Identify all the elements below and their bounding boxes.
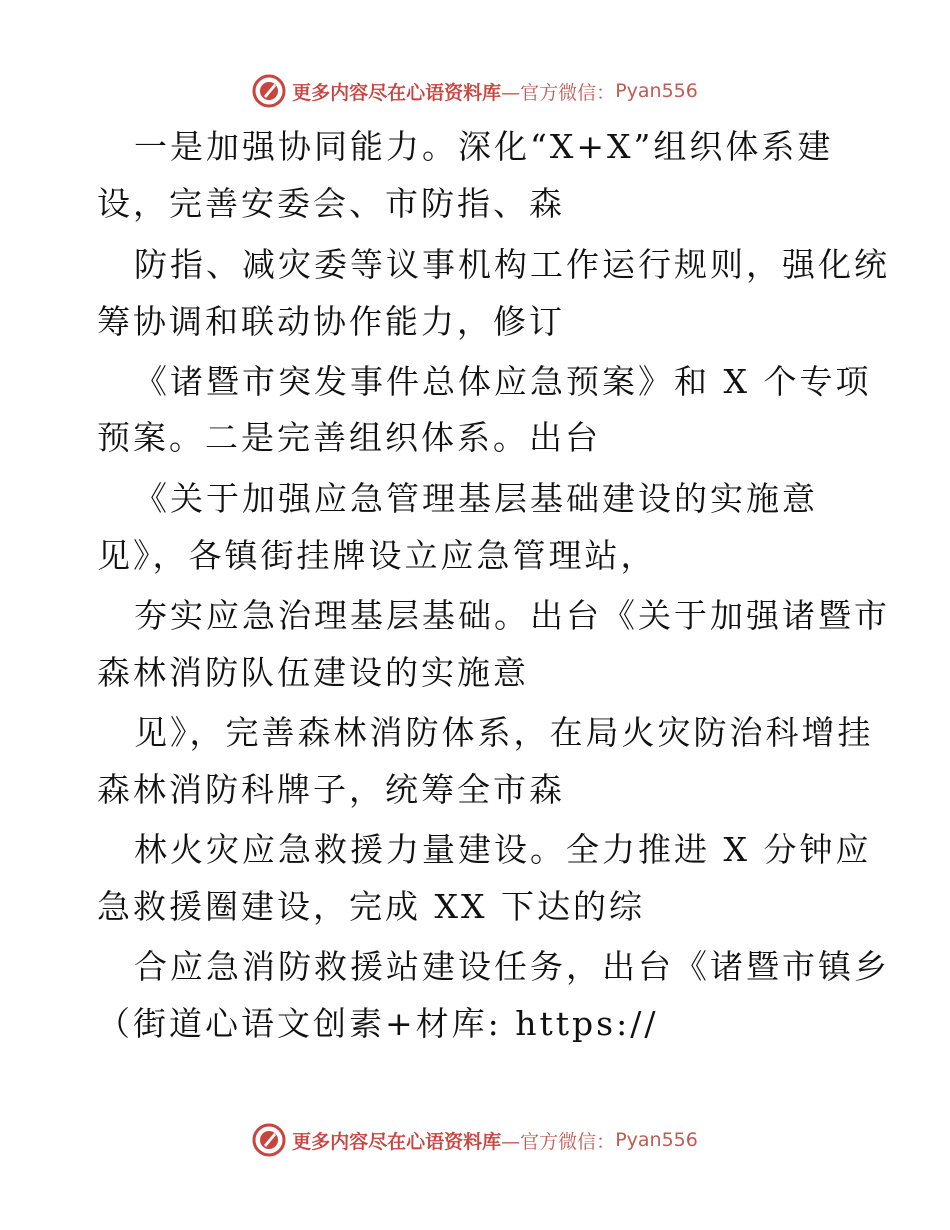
text-line: 筹协调和联动协作能力，修订: [97, 302, 565, 341]
header-watermark: [0, 71, 950, 111]
header-watermark-wechat-id: Pyan556: [615, 80, 698, 102]
text-line: 《诸暨市突发事件总体应急预案》和 X 个专项: [134, 362, 872, 401]
footer-watermark-text: 更多内容尽在心语资料库—官方微信：: [292, 1130, 616, 1153]
text-line: 合应急消防救援站建设任务，出台《诸暨市镇乡: [134, 947, 890, 986]
text-line: 森林消防科牌子，统筹全市森: [97, 770, 565, 809]
text-line: 设，完善安委会、市防指、森: [97, 184, 565, 223]
text-line: 一是加强协同能力。深化“X+X”组织体系建: [134, 127, 834, 166]
text-line: 夯实应急治理基层基础。出台《关于加强诸暨市: [134, 596, 890, 635]
text-line: 防指、减灾委等议事机构工作运行规则，强化统: [134, 245, 890, 284]
text-line: 急救援圈建设，完成 XX 下达的综: [97, 887, 645, 926]
red-seal-logo-icon: [252, 1123, 286, 1157]
header-watermark-text: 更多内容尽在心语资料库—官方微信：: [292, 81, 616, 104]
text-line: 预案。二是完善组织体系。出台: [97, 418, 601, 457]
text-line: 见》，完善森林消防体系，在局火灾防治科增挂: [134, 713, 874, 752]
text-line: 林火灾应急救援力量建设。全力推进 X 分钟应: [134, 830, 872, 869]
text-line: （街道心语文创素+材库: https://: [97, 1004, 659, 1043]
text-line: 见》，各镇街挂牌设立应急管理站，: [97, 536, 657, 575]
red-seal-logo-icon: [252, 74, 286, 108]
text-line: 《关于加强应急管理基层基础建设的实施意: [134, 479, 818, 518]
text-line: 森林消防队伍建设的实施意: [97, 653, 529, 692]
footer-watermark-wechat-id: Pyan556: [615, 1129, 698, 1151]
footer-watermark: [0, 1120, 950, 1160]
